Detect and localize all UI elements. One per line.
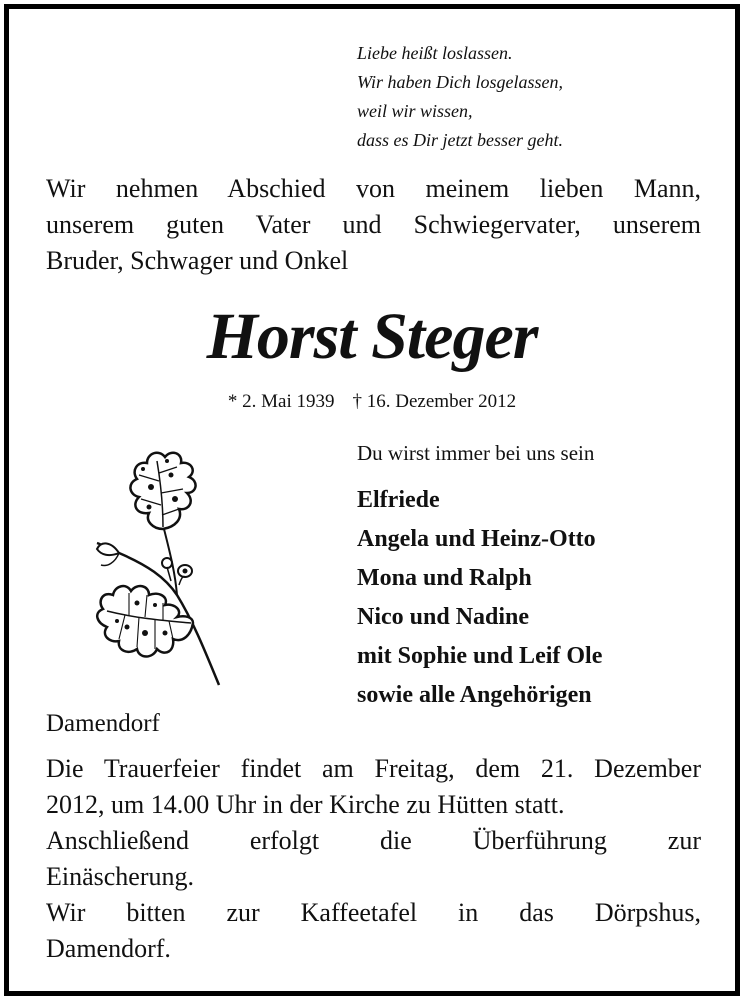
details-line: Die Trauerfeier findet am Freitag, dem 21. Dezember — [46, 754, 701, 783]
mourners-subtitle: Du wirst immer bei uns sein — [357, 441, 595, 465]
poem-line: dass es Dir jetzt besser geht. — [357, 130, 563, 150]
mourner-name: mit Sophie und Leif Ole — [357, 643, 603, 669]
poem-line: Liebe heißt loslassen. — [357, 43, 513, 63]
details-line: 2012, um 14.00 Uhr in der Kirche zu Hütten statt. — [46, 790, 565, 819]
mourner-name: sowie alle Angehörigen — [357, 682, 592, 708]
death-date: † 16. Dezember 2012 — [352, 391, 517, 412]
oak-leaf-icon — [79, 445, 229, 695]
intro-line: unserem guten Vater und Schwiegervater, unserem — [46, 210, 701, 239]
mourners-list — [357, 481, 602, 715]
place-name: Damendorf — [46, 710, 160, 737]
mourner-name: Angela und Heinz-Otto — [357, 526, 596, 552]
intro-line: Wir nehmen Abschied von meinem lieben Mann, — [46, 174, 701, 203]
funeral-details — [46, 751, 701, 967]
mourner-name: Elfriede — [357, 487, 440, 513]
poem-line: weil wir wissen, — [357, 101, 473, 121]
poem — [357, 39, 563, 155]
details-line: Anschließend erfolgt die Überführung zur — [46, 826, 701, 855]
obituary-notice — [4, 4, 740, 996]
details-line: Einäscherung. — [46, 862, 195, 891]
details-line: Wir bitten zur Kaffeetafel in das Dörpshus, — [46, 898, 701, 927]
life-dates — [9, 389, 735, 415]
intro-text — [46, 171, 701, 279]
intro-line: Bruder, Schwager und Onkel — [46, 246, 349, 275]
birth-date: * 2. Mai 1939 — [227, 391, 335, 412]
deceased-name: Horst Steger — [206, 300, 538, 373]
details-line: Damendorf. — [46, 934, 171, 963]
mourner-name: Mona und Ralph — [357, 565, 532, 591]
mourner-name: Nico und Nadine — [357, 604, 530, 630]
poem-line: Wir haben Dich losgelassen, — [357, 72, 563, 92]
